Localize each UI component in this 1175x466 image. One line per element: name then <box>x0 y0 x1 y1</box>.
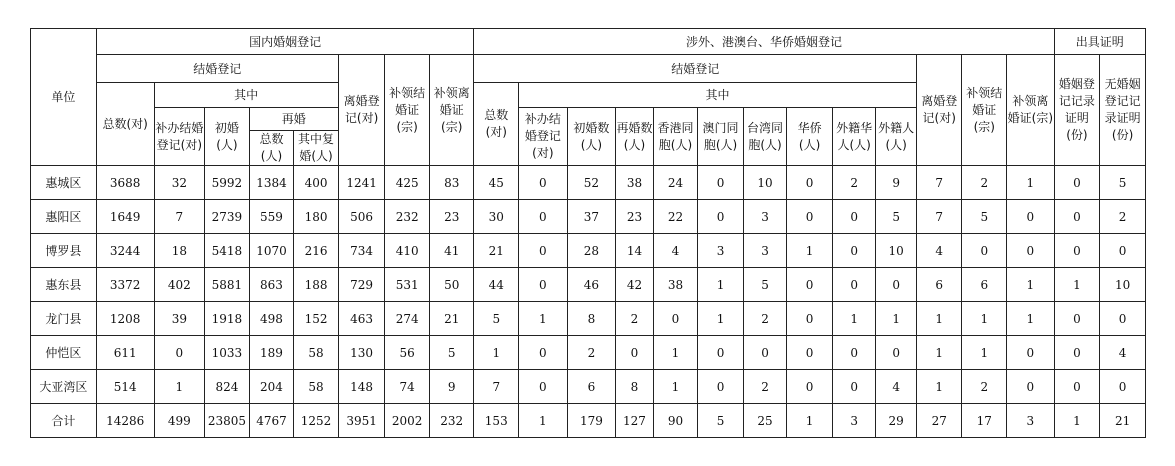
value-cell: 0 <box>832 336 876 370</box>
f-first-header: 初婚数(人) <box>567 108 616 166</box>
value-cell: 0 <box>1054 336 1100 370</box>
value-cell: 734 <box>338 234 385 268</box>
value-cell: 189 <box>249 336 294 370</box>
value-cell: 153 <box>474 404 519 438</box>
value-cell: 39 <box>154 302 205 336</box>
value-cell: 729 <box>338 268 385 302</box>
table-row <box>31 166 1146 200</box>
value-cell: 5 <box>698 404 744 438</box>
value-cell: 45 <box>474 166 519 200</box>
remarriage-subtable <box>250 108 338 165</box>
value-cell: 10 <box>1100 268 1146 302</box>
value-cell: 506 <box>338 200 385 234</box>
value-cell: 148 <box>338 370 385 404</box>
value-cell: 6 <box>567 370 616 404</box>
value-cell: 3688 <box>96 166 154 200</box>
value-cell: 1 <box>698 302 744 336</box>
value-cell: 8 <box>616 370 653 404</box>
value-cell: 23 <box>616 200 653 234</box>
value-cell: 56 <box>385 336 430 370</box>
f-macau-header: 澳门同胞(人) <box>698 108 744 166</box>
unit-cell: 仲恺区 <box>31 336 97 370</box>
value-cell: 0 <box>832 370 876 404</box>
value-cell: 2 <box>743 302 787 336</box>
value-cell: 7 <box>916 166 962 200</box>
dom-among-header: 其中 <box>154 83 338 108</box>
value-cell: 1 <box>962 302 1007 336</box>
value-cell: 127 <box>616 404 653 438</box>
value-cell: 3 <box>743 200 787 234</box>
value-cell: 0 <box>743 336 787 370</box>
value-cell: 2739 <box>205 200 250 234</box>
value-cell: 0 <box>616 336 653 370</box>
value-cell: 0 <box>519 166 568 200</box>
value-cell: 28 <box>567 234 616 268</box>
value-cell: 46 <box>567 268 616 302</box>
value-cell: 14 <box>616 234 653 268</box>
value-cell: 2 <box>962 166 1007 200</box>
f-re-header: 再婚数(人) <box>616 108 653 166</box>
value-cell: 9 <box>429 370 474 404</box>
value-cell: 1070 <box>249 234 294 268</box>
table-row <box>31 268 1146 302</box>
value-cell: 130 <box>338 336 385 370</box>
value-cell: 8 <box>567 302 616 336</box>
value-cell: 1241 <box>338 166 385 200</box>
value-cell: 32 <box>154 166 205 200</box>
value-cell: 463 <box>338 302 385 336</box>
marriage-registration-table <box>30 28 1146 438</box>
value-cell: 2002 <box>385 404 430 438</box>
value-cell: 90 <box>653 404 698 438</box>
total-row <box>31 404 1146 438</box>
value-cell: 58 <box>294 336 339 370</box>
dom-first-header: 初婚(人) <box>205 108 250 166</box>
value-cell: 1 <box>698 268 744 302</box>
value-cell: 0 <box>962 234 1007 268</box>
header-row-1 <box>31 29 1146 55</box>
value-cell: 1208 <box>96 302 154 336</box>
table-row <box>31 234 1146 268</box>
value-cell: 37 <box>567 200 616 234</box>
dom-supplement-header: 补办结婚登记(对) <box>154 108 205 166</box>
dom-divorce-header: 离婚登记(对) <box>338 55 385 166</box>
table-row <box>31 370 1146 404</box>
value-cell: 5881 <box>205 268 250 302</box>
value-cell: 824 <box>205 370 250 404</box>
value-cell: 1 <box>1007 302 1055 336</box>
value-cell: 5 <box>962 200 1007 234</box>
value-cell: 0 <box>1007 234 1055 268</box>
foreign-header: 涉外、港澳台、华侨婚姻登记 <box>474 29 1054 55</box>
table-body <box>31 166 1146 438</box>
value-cell: 1 <box>1007 268 1055 302</box>
f-foreign-chinese-header: 外籍华人(人) <box>832 108 876 166</box>
value-cell: 0 <box>1100 234 1146 268</box>
value-cell: 0 <box>832 234 876 268</box>
f-hk-header: 香港同胞(人) <box>653 108 698 166</box>
value-cell: 3 <box>743 234 787 268</box>
value-cell: 0 <box>832 200 876 234</box>
value-cell: 863 <box>249 268 294 302</box>
value-cell: 0 <box>698 336 744 370</box>
value-cell: 1 <box>653 336 698 370</box>
unit-cell: 惠东县 <box>31 268 97 302</box>
value-cell: 1 <box>916 302 962 336</box>
value-cell: 0 <box>1054 200 1100 234</box>
value-cell: 41 <box>429 234 474 268</box>
value-cell: 17 <box>962 404 1007 438</box>
dom-re-total-header: 总数(人) <box>250 131 294 166</box>
value-cell: 5 <box>429 336 474 370</box>
unit-cell: 合计 <box>31 404 97 438</box>
unit-cell: 博罗县 <box>31 234 97 268</box>
value-cell: 23805 <box>205 404 250 438</box>
value-cell: 559 <box>249 200 294 234</box>
foreign-marriage-reg-header: 结婚登记 <box>474 55 916 83</box>
value-cell: 1 <box>787 404 833 438</box>
value-cell: 5418 <box>205 234 250 268</box>
value-cell: 499 <box>154 404 205 438</box>
table-row <box>31 302 1146 336</box>
value-cell: 179 <box>567 404 616 438</box>
value-cell: 4 <box>1100 336 1146 370</box>
domestic-header: 国内婚姻登记 <box>96 29 474 55</box>
value-cell: 0 <box>519 234 568 268</box>
value-cell: 1384 <box>249 166 294 200</box>
f-overseas-header: 华侨(人) <box>787 108 833 166</box>
remarriage-group-header <box>249 108 338 166</box>
value-cell: 6 <box>916 268 962 302</box>
value-cell: 50 <box>429 268 474 302</box>
f-total-header: 总数(对) <box>474 83 519 166</box>
f-divorce-header: 离婚登记(对) <box>916 55 962 166</box>
value-cell: 0 <box>1054 166 1100 200</box>
value-cell: 1 <box>519 302 568 336</box>
value-cell: 274 <box>385 302 430 336</box>
value-cell: 0 <box>698 200 744 234</box>
value-cell: 10 <box>876 234 917 268</box>
value-cell: 0 <box>832 268 876 302</box>
value-cell: 1 <box>653 370 698 404</box>
value-cell: 10 <box>743 166 787 200</box>
value-cell: 14286 <box>96 404 154 438</box>
value-cell: 0 <box>787 268 833 302</box>
value-cell: 5 <box>474 302 519 336</box>
value-cell: 0 <box>1100 370 1146 404</box>
value-cell: 52 <box>567 166 616 200</box>
value-cell: 0 <box>787 370 833 404</box>
value-cell: 0 <box>1054 234 1100 268</box>
value-cell: 1252 <box>294 404 339 438</box>
value-cell: 204 <box>249 370 294 404</box>
value-cell: 1 <box>916 370 962 404</box>
value-cell: 3951 <box>338 404 385 438</box>
value-cell: 1 <box>519 404 568 438</box>
value-cell: 4 <box>876 370 917 404</box>
dom-reissue-divorce-header: 补领离婚证(宗) <box>429 55 474 166</box>
value-cell: 29 <box>876 404 917 438</box>
value-cell: 1649 <box>96 200 154 234</box>
domestic-marriage-reg-header: 结婚登记 <box>96 55 338 83</box>
value-cell: 0 <box>698 166 744 200</box>
value-cell: 7 <box>154 200 205 234</box>
value-cell: 1 <box>1054 404 1100 438</box>
value-cell: 0 <box>1007 370 1055 404</box>
value-cell: 0 <box>519 336 568 370</box>
value-cell: 4 <box>916 234 962 268</box>
value-cell: 2 <box>832 166 876 200</box>
value-cell: 425 <box>385 166 430 200</box>
value-cell: 0 <box>1054 302 1100 336</box>
value-cell: 5 <box>876 200 917 234</box>
value-cell: 7 <box>474 370 519 404</box>
header-row-2 <box>31 55 1146 83</box>
unit-cell: 大亚湾区 <box>31 370 97 404</box>
value-cell: 0 <box>1007 336 1055 370</box>
value-cell: 1 <box>474 336 519 370</box>
c-none-header: 无婚姻登记记录证明(份) <box>1100 55 1146 166</box>
value-cell: 2 <box>567 336 616 370</box>
dom-total-header: 总数(对) <box>96 83 154 166</box>
unit-cell: 惠城区 <box>31 166 97 200</box>
c-record-header: 婚姻登记记录证明(份) <box>1054 55 1100 166</box>
certificate-header: 出具证明 <box>1054 29 1145 55</box>
value-cell: 2 <box>743 370 787 404</box>
f-reissue-divorce-header: 补领离婚证(宗) <box>1007 55 1055 166</box>
f-reissue-marriage-header: 补领结婚证(宗) <box>962 55 1007 166</box>
value-cell: 0 <box>653 302 698 336</box>
value-cell: 1 <box>832 302 876 336</box>
table-row <box>31 200 1146 234</box>
value-cell: 24 <box>653 166 698 200</box>
value-cell: 25 <box>743 404 787 438</box>
value-cell: 38 <box>653 268 698 302</box>
value-cell: 27 <box>916 404 962 438</box>
value-cell: 0 <box>1007 200 1055 234</box>
value-cell: 3 <box>1007 404 1055 438</box>
value-cell: 0 <box>787 200 833 234</box>
value-cell: 38 <box>616 166 653 200</box>
value-cell: 2 <box>962 370 1007 404</box>
value-cell: 30 <box>474 200 519 234</box>
value-cell: 3 <box>698 234 744 268</box>
value-cell: 180 <box>294 200 339 234</box>
unit-cell: 龙门县 <box>31 302 97 336</box>
value-cell: 23 <box>429 200 474 234</box>
value-cell: 1 <box>1054 268 1100 302</box>
table-row <box>31 336 1146 370</box>
value-cell: 4 <box>653 234 698 268</box>
value-cell: 498 <box>249 302 294 336</box>
value-cell: 0 <box>519 370 568 404</box>
value-cell: 5 <box>743 268 787 302</box>
value-cell: 3 <box>832 404 876 438</box>
remarriage-header: 再婚 <box>250 108 338 131</box>
value-cell: 7 <box>916 200 962 234</box>
value-cell: 1 <box>916 336 962 370</box>
value-cell: 514 <box>96 370 154 404</box>
value-cell: 152 <box>294 302 339 336</box>
value-cell: 2 <box>616 302 653 336</box>
value-cell: 0 <box>1054 370 1100 404</box>
value-cell: 44 <box>474 268 519 302</box>
value-cell: 611 <box>96 336 154 370</box>
value-cell: 410 <box>385 234 430 268</box>
value-cell: 0 <box>519 268 568 302</box>
dom-re-remarry-header: 其中复婚(人) <box>298 132 335 163</box>
value-cell: 0 <box>787 302 833 336</box>
value-cell: 21 <box>429 302 474 336</box>
value-cell: 42 <box>616 268 653 302</box>
f-tw-header: 台湾同胞(人) <box>743 108 787 166</box>
value-cell: 1033 <box>205 336 250 370</box>
dom-reissue-marriage-header: 补领结婚证(宗) <box>385 55 430 166</box>
value-cell: 232 <box>429 404 474 438</box>
value-cell: 0 <box>698 370 744 404</box>
value-cell: 531 <box>385 268 430 302</box>
value-cell: 21 <box>474 234 519 268</box>
value-cell: 2 <box>1100 200 1146 234</box>
value-cell: 0 <box>519 200 568 234</box>
value-cell: 0 <box>876 336 917 370</box>
value-cell: 1 <box>962 336 1007 370</box>
f-among-header: 其中 <box>519 83 917 108</box>
value-cell: 6 <box>962 268 1007 302</box>
value-cell: 3244 <box>96 234 154 268</box>
value-cell: 1 <box>154 370 205 404</box>
value-cell: 0 <box>1100 302 1146 336</box>
value-cell: 216 <box>294 234 339 268</box>
value-cell: 1 <box>1007 166 1055 200</box>
value-cell: 0 <box>787 166 833 200</box>
value-cell: 1 <box>787 234 833 268</box>
value-cell: 402 <box>154 268 205 302</box>
value-cell: 18 <box>154 234 205 268</box>
value-cell: 1 <box>876 302 917 336</box>
value-cell: 9 <box>876 166 917 200</box>
value-cell: 1918 <box>205 302 250 336</box>
value-cell: 0 <box>876 268 917 302</box>
value-cell: 21 <box>1100 404 1146 438</box>
f-supplement-header: 补办结婚登记(对) <box>519 108 568 166</box>
value-cell: 83 <box>429 166 474 200</box>
f-foreigner-header: 外籍人(人) <box>876 108 917 166</box>
unit-header: 单位 <box>31 29 97 166</box>
value-cell: 188 <box>294 268 339 302</box>
value-cell: 4767 <box>249 404 294 438</box>
value-cell: 5992 <box>205 166 250 200</box>
value-cell: 400 <box>294 166 339 200</box>
value-cell: 3372 <box>96 268 154 302</box>
value-cell: 0 <box>154 336 205 370</box>
value-cell: 232 <box>385 200 430 234</box>
value-cell: 74 <box>385 370 430 404</box>
value-cell: 22 <box>653 200 698 234</box>
value-cell: 58 <box>294 370 339 404</box>
unit-cell: 惠阳区 <box>31 200 97 234</box>
value-cell: 5 <box>1100 166 1146 200</box>
value-cell: 0 <box>787 336 833 370</box>
